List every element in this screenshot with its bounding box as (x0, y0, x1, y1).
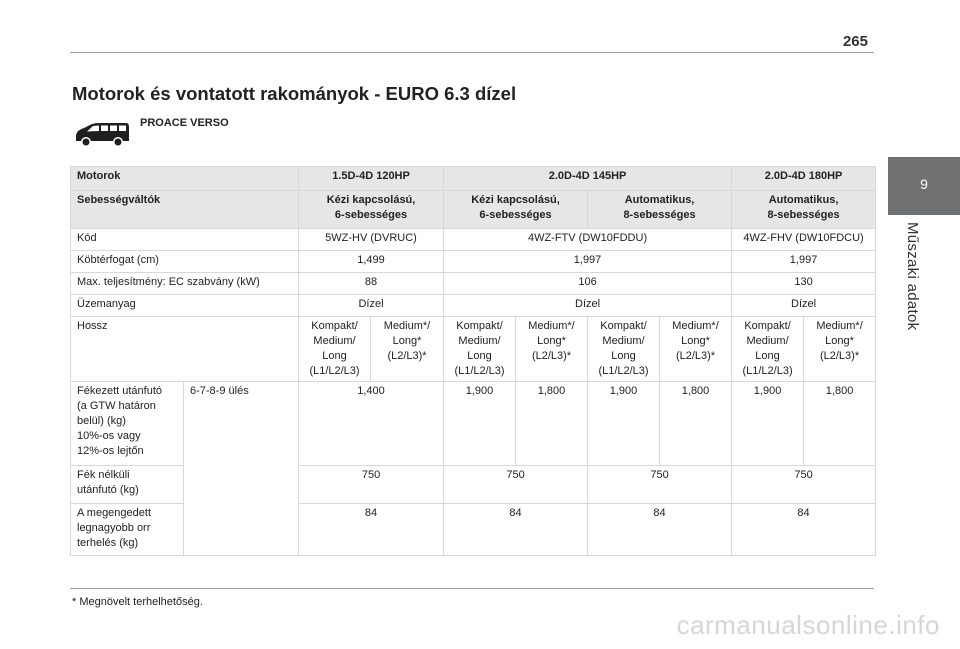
model-name: PROACE VERSO (140, 117, 229, 129)
table-cell: 1,997 (732, 251, 876, 273)
table-cell: 750 (299, 466, 444, 504)
header-cell: Motorok (71, 167, 299, 191)
table-cell: 1,800 (660, 382, 732, 466)
table-cell: Kompakt/ Medium/ Long (L1/L2/L3) (299, 317, 371, 382)
table-cell: 4WZ-FHV (DW10FDCU) (732, 229, 876, 251)
table-cell: 84 (444, 504, 588, 556)
table-row (71, 229, 876, 251)
table-cell: 106 (444, 273, 732, 295)
row-label: Fékezett utánfutó (a GTW határon belül) (kg) 10%-os vagy 12%-os lejtőn (71, 382, 184, 466)
table-cell: 1,800 (804, 382, 876, 466)
row-label: Sebességváltók (71, 191, 299, 229)
row-label: Üzemanyag (71, 295, 299, 317)
row-label: Köbtérfogat (cm) (71, 251, 299, 273)
table-cell: 1,400 (299, 382, 444, 466)
table-cell: 4WZ-FTV (DW10FDDU) (444, 229, 732, 251)
table-cell: Dízel (299, 295, 444, 317)
table-cell: Automatikus, 8-sebességes (732, 191, 876, 229)
header-cell: 1.5D-4D 120HP (299, 167, 444, 191)
page-number: 265 (842, 33, 868, 50)
table-cell: 1,800 (516, 382, 588, 466)
table-cell: 750 (588, 466, 732, 504)
header-rule (70, 52, 874, 53)
engine-spec-table (70, 166, 876, 556)
table-cell: Kézi kapcsolású, 6-sebességes (299, 191, 444, 229)
table-cell: 88 (299, 273, 444, 295)
table-cell: 1,900 (444, 382, 516, 466)
table-cell: Automatikus, 8-sebességes (588, 191, 732, 229)
header-cell: 2.0D-4D 180HP (732, 167, 876, 191)
table-cell: 1,900 (732, 382, 804, 466)
table-cell: Medium*/ Long* (L2/L3)* (371, 317, 444, 382)
table-row (71, 167, 876, 191)
chapter-number: 9 (920, 176, 928, 192)
table-row (71, 191, 876, 229)
table-row (71, 251, 876, 273)
watermark: carmanualsonline.info (676, 610, 940, 640)
table-cell: Medium*/ Long* (L2/L3)* (516, 317, 588, 382)
table-cell: 130 (732, 273, 876, 295)
table-cell: Kompakt/ Medium/ Long (L1/L2/L3) (588, 317, 660, 382)
seats-cell: 6-7-8-9 ülés (184, 382, 299, 556)
table-cell: 1,997 (444, 251, 732, 273)
table-cell: Kompakt/ Medium/ Long (L1/L2/L3) (732, 317, 804, 382)
table-row (71, 382, 876, 466)
header-cell: 2.0D-4D 145HP (444, 167, 732, 191)
table-cell: 5WZ-HV (DVRUC) (299, 229, 444, 251)
row-label: Kód (71, 229, 299, 251)
van-icon (72, 120, 132, 150)
page-title: Motorok és vontatott rakományok - EURO 6.3 dízel (72, 83, 517, 104)
row-label: Hossz (71, 317, 299, 382)
table-cell: 1,499 (299, 251, 444, 273)
table-row (71, 317, 876, 382)
table-cell: 750 (732, 466, 876, 504)
table-cell: Dízel (444, 295, 732, 317)
row-label: Fék nélküli utánfutó (kg) (71, 466, 184, 504)
table-row (71, 295, 876, 317)
table-cell: Medium*/ Long* (L2/L3)* (660, 317, 732, 382)
table-cell: 750 (444, 466, 588, 504)
table-cell: Medium*/ Long* (L2/L3)* (804, 317, 876, 382)
table-cell: 84 (588, 504, 732, 556)
table-cell: 84 (299, 504, 444, 556)
chapter-tab[interactable] (888, 157, 960, 215)
table-cell: Kompakt/ Medium/ Long (L1/L2/L3) (444, 317, 516, 382)
row-label: A megengedett legnagyobb orr terhelés (kg) (71, 504, 184, 556)
table-cell: Kézi kapcsolású, 6-sebességes (444, 191, 588, 229)
chapter-label: Műszaki adatok (904, 222, 921, 331)
table-row (71, 273, 876, 295)
table-cell: 1,900 (588, 382, 660, 466)
footnote: * Megnövelt terhelhetőség. (72, 596, 203, 608)
footnote-rule (70, 588, 874, 589)
table-cell: 84 (732, 504, 876, 556)
table-cell: Dízel (732, 295, 876, 317)
row-label: Max. teljesítmény: EC szabvány (kW) (71, 273, 299, 295)
